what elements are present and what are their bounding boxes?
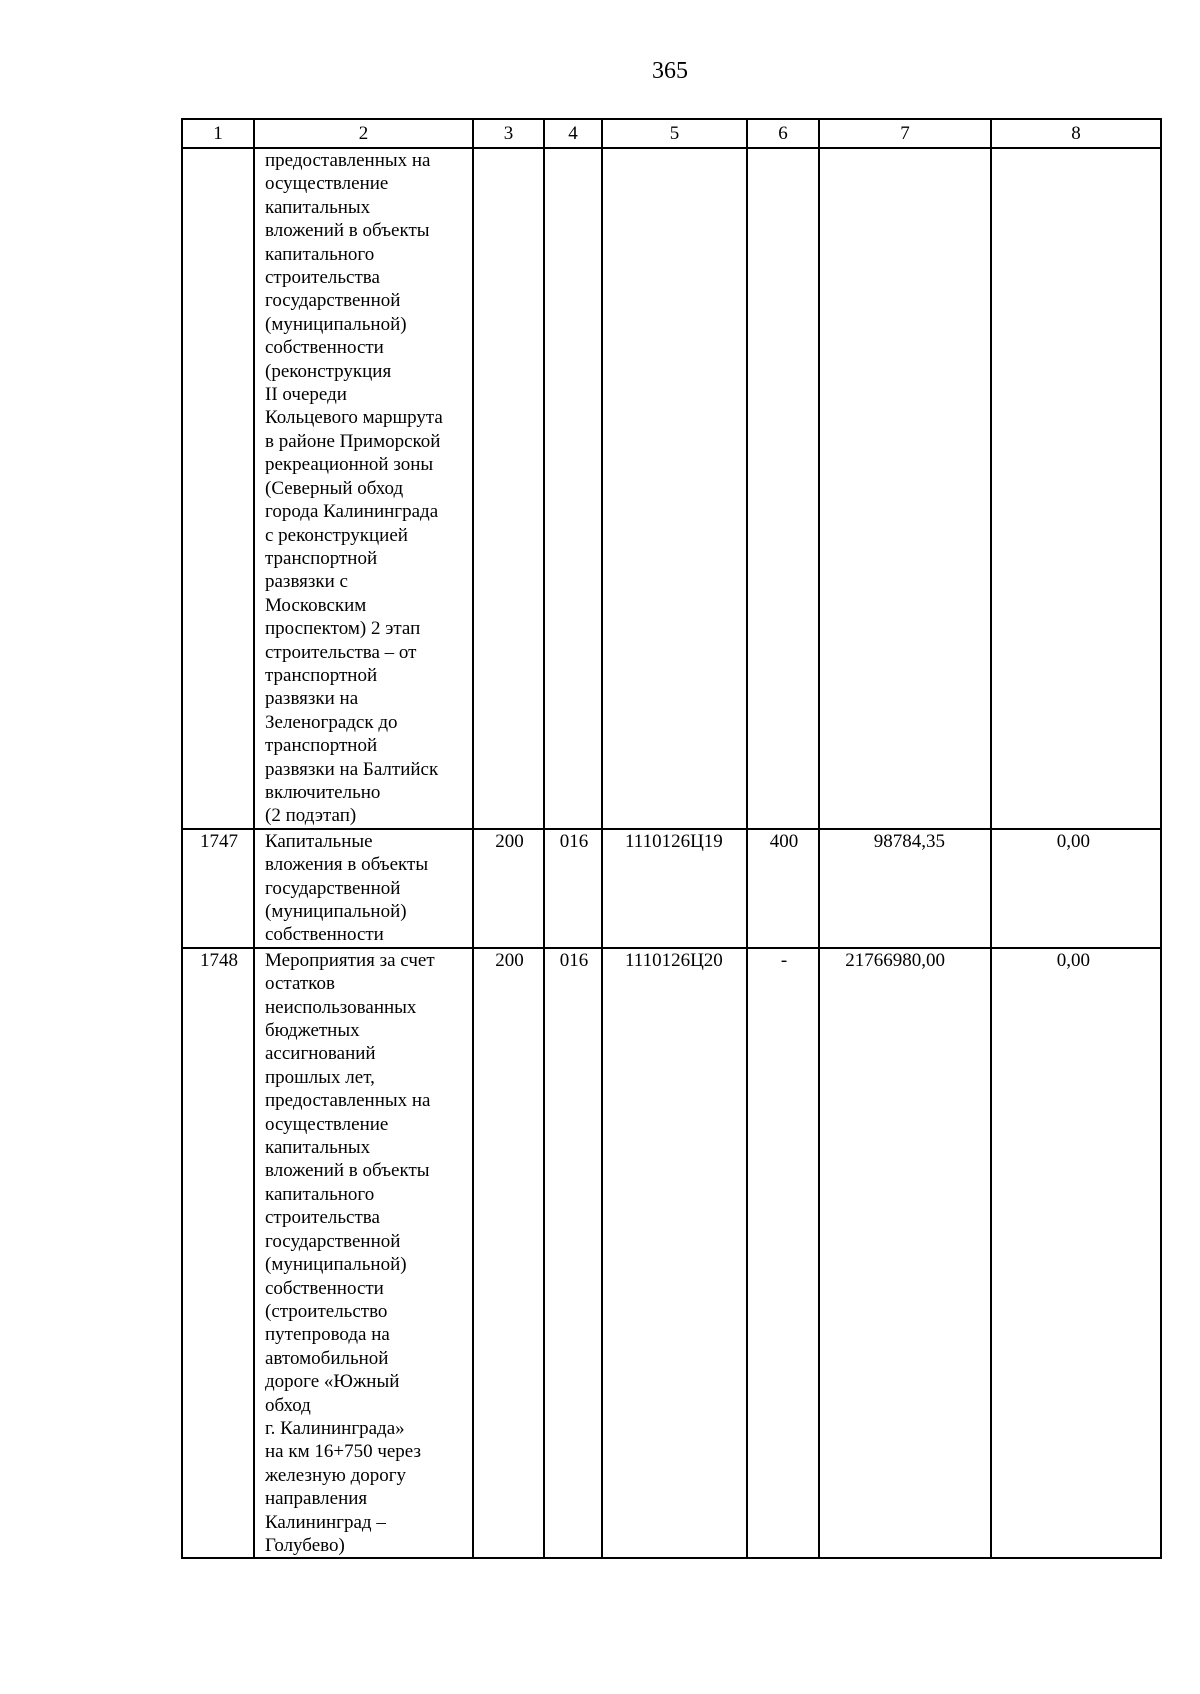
cell-col-3 xyxy=(473,148,544,829)
row-number: 1748 xyxy=(182,948,254,1559)
cell-col-4: 016 xyxy=(544,948,602,1559)
budget-table xyxy=(181,118,1162,1559)
column-header: 6 xyxy=(747,119,819,148)
cell-col-6: 400 xyxy=(747,829,819,948)
column-header: 8 xyxy=(991,119,1161,148)
cell-col-5: 1110126Ц20 xyxy=(602,948,747,1559)
cell-col-8 xyxy=(991,148,1161,829)
cell-col-8: 0,00 xyxy=(991,948,1161,1559)
column-header: 2 xyxy=(254,119,473,148)
row-number: 1747 xyxy=(182,829,254,948)
column-header: 5 xyxy=(602,119,747,148)
cell-col-6 xyxy=(747,148,819,829)
row-name: Капитальные вложения в объекты государственной (муниципальной) собственности xyxy=(254,829,473,948)
column-header: 7 xyxy=(819,119,991,148)
cell-col-4: 016 xyxy=(544,829,602,948)
column-header: 1 xyxy=(182,119,254,148)
page-number: 365 xyxy=(652,58,688,84)
table-row xyxy=(182,148,1161,829)
cell-col-7: 98784,35 xyxy=(819,829,991,948)
cell-col-7 xyxy=(819,148,991,829)
cell-col-3: 200 xyxy=(473,948,544,1559)
cell-col-5: 1110126Ц19 xyxy=(602,829,747,948)
column-header: 4 xyxy=(544,119,602,148)
column-header: 3 xyxy=(473,119,544,148)
row-number xyxy=(182,148,254,829)
table-header-row xyxy=(182,119,1161,148)
row-name: Мероприятия за счет остатков неиспользованных бюджетных ассигнований прошлых лет, предоставленных на осуществление капитальных вложений в объекты капитального строительства государственной (муниципальной) собственности (строительство путепровода на автомобильной дороге «Южный обход г. Калининграда» на км 16+750 через железную дорогу направления Калининград – Голубево) xyxy=(254,948,473,1559)
row-name: предоставленных на осуществление капитальных вложений в объекты капитального строительства государственной (муниципальной) собственности (реконструкция II очереди Кольцевого маршрута в районе Приморской рекреационной зоны (Северный обход города Калининграда с реконструкцией транспортной развязки с Московским проспектом) 2 этап строительства – от транспортной развязки на Зеленоградск до транспортной развязки на Балтийск включительно (2 подэтап) xyxy=(254,148,473,829)
cell-col-8: 0,00 xyxy=(991,829,1161,948)
cell-col-5 xyxy=(602,148,747,829)
table-row xyxy=(182,948,1161,1559)
cell-col-7: 21766980,00 xyxy=(819,948,991,1559)
cell-col-4 xyxy=(544,148,602,829)
cell-col-3: 200 xyxy=(473,829,544,948)
table-row xyxy=(182,829,1161,948)
cell-col-6: - xyxy=(747,948,819,1559)
